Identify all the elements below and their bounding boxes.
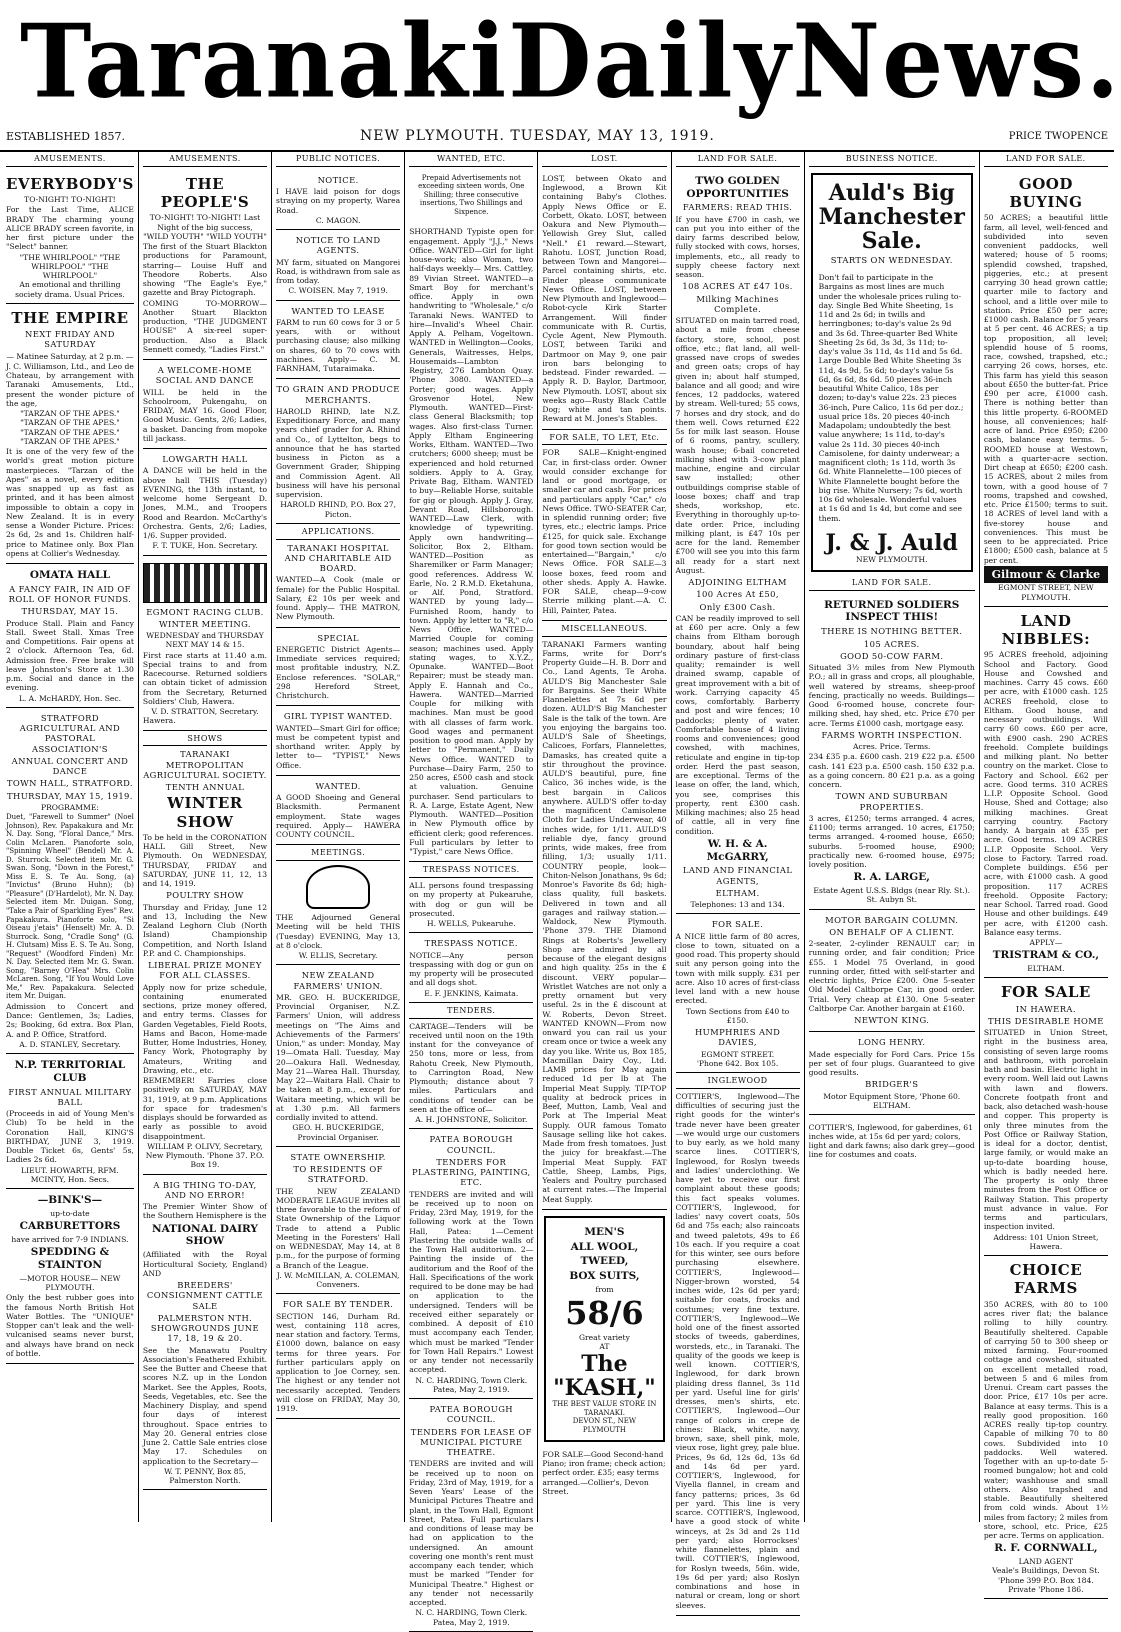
ad-body: A NICE little farm of 80 acres, close to town, situated on a good road. This property should suit any person going into the town with milk supply. £31 per acre. Also 10 acres of first-class level land with a new house erected. <box>675 931 800 1006</box>
column-header: LAND FOR SALE. <box>984 154 1108 167</box>
ad-title: OMATA HALL <box>29 569 111 582</box>
ad-title: PATEA BOROUGH COUNCIL. <box>429 1134 514 1155</box>
ad-farmers-union <box>276 965 400 1147</box>
ad-line: AT <box>599 1342 610 1352</box>
ad-patea-theatre <box>409 1399 533 1632</box>
ad-body: ALL persons found trespassing on my property at Pukearuhe, with dog or gun will be prosecuted. <box>409 881 534 918</box>
ad-sign: W. T. PENNY, Box 85, Palmerston North. <box>164 1466 246 1486</box>
agent-name: BRIDGER'S <box>865 1079 919 1090</box>
column-8 <box>980 152 1112 1594</box>
ad-title: The "KASH," <box>553 1350 656 1401</box>
ad-title: EGMONT RACING CLUB. <box>146 606 264 617</box>
ad-sign: GEO. H. BUCKERIDGE, Provincial Organiser. <box>292 1123 384 1142</box>
ad-line: ELTHAM. <box>1027 964 1065 974</box>
ad-sign: HAROLD RHIND, P.O. Box 27, Picton. <box>280 500 396 519</box>
ad-title: CHOICE FARMS <box>1009 1261 1083 1298</box>
ad-line: STARTS ON WEDNESDAY. <box>830 255 953 266</box>
ad-body: SITUATED in Union Street, right in the business area, consisting of seven large rooms and bathroom, with porcelain bath and basin. Electric light in every room. Well laid out Lawns with lawn and flowers. Concrete footpath front and back, also detached wash-house and copper. This property is only three minutes from the Post Office or Railway Station, is ideal for a doctor, dentist, large family, or would make an up-to-date boarding house, which is badly needed here. The property is only three minutes from the Post Office or Railway Station. This property must advance in value. For terms and particulars, inspection invited. <box>983 1028 1108 1232</box>
ad-body: TENDERS are invited and will be received up to noon on Friday, 23rd of May, 1919, for a Seven Years' Lease of the Municipal Pictures Theatre and plant, in the Town Hall, Egmont Street, Patea. Full particulars and conditions of lease may be had on application to the undersigned. An amount covering one month's rent must accompany each tender, which must be marked "Tender for Municipal Theatre." Highest or any tender not necessarily accepted. <box>409 1459 534 1608</box>
ad-title: NOTICE. <box>317 174 359 185</box>
ad-title: LAND NIBBLES: <box>1001 611 1091 649</box>
ad-trespass-notice <box>409 933 533 1003</box>
ad-body: MR. GEO. H. BUCKERIDGE, Provincial Organiser, N.Z. Farmers' Union, will address meetings on "The Aims and Achievements of the Farmers' Union," as under: Monday, May 19—Omata Hall. Tuesday, May 20—Oakura Hall. Wednesday, May 21—Warea Hall. Thursday, May 22—Waitara Hall. Chair to be taken at 8 p.m., except for Waitara meeting, which will be at 1.30 p.m. All farmers cordially invited to attend. <box>276 992 401 1122</box>
ad-line: TO-NIGHT! TO-NIGHT! Last Night of the big success, <box>149 213 261 232</box>
ad-dairy-show <box>143 1175 267 1491</box>
agent-name: TRISTRAM & CO., <box>992 949 1100 962</box>
ad-body: FOR SALE—Knight-engined Car, in first-class order. Owner would consider exchange for land or good mortgage, or smaller car and cash. For prices and particulars apply "Car," c/o News Office. TWO-SEATER Car, in splendid running order; five tyres, etc.; electric lamps. Price £125, for quick sale. Exchange for good town section would be entertained—"Bargain," c/o News Office. FOR SALE—3 loose boxes, feed room and other sheds. Apply A. Hawke. FOR SALE, cheap—9-cow Sterrie milking plant.—A. C. Hill, Painter, Patea. <box>542 448 667 615</box>
ad-body: 50 ACRES; a beautiful little farm, all level, well-fenced and subdivided into seven convenient paddocks, well watered; house of 5 rooms; splendid cowshed, trapshed, piggeries, etc.; at present carrying 30 head grown cattle; quarter mile to factory and school, and a little over mile to station. Price £50 per acre; £1000 cash. Balance for 5 years at 5 per cent. 46 ACRES; a tip top proposition, all level; splendid house of 5 rooms, race, cowshed, trapshed, etc.; carrying 26 cows, horses, etc. This farm has yield this season about £650 the butter-fat. Price £90 per acre, £1000 cash. There is nothing better than this little property. 6-ROOMED house, all conveniences; half-acre of land. Price £950; £200 cash, balance easy terms. 5-ROOMED house at Westown, with a quarter-acre section. Dirt cheap at £650; £200 cash. 15 ACRES, about 2 miles from town, with a good house of 7 rooms, trapshed and cowshed, etc. Price £1500; terms to suit. 18 ACRES of level land with a five-storey house and conveniences. This must be seen to be appreciated. Price £1800; £500 cash, balance at 5 per cent. <box>983 213 1108 565</box>
ad-line: TO RESIDENTS OF STRATFORD. <box>293 1164 383 1185</box>
ad-line: EGMONT STREET. <box>701 1049 775 1059</box>
ad-title: MOTOR BARGAIN COLUMN. <box>825 914 959 925</box>
ad-line: Acres. Price. Terms. <box>853 742 931 752</box>
ad-title: STRATFORD AGRICULTURAL AND PASTORAL ASSOCIATION'S <box>19 712 121 754</box>
dateline-bar <box>0 128 1114 152</box>
ad-body: Admission to Concert and Dance: Gentlemen, 3s; Ladies, 2s; Booking, 6d extra. Box Plan, A. and P. Office, Stratford. <box>6 1001 134 1039</box>
column-3 <box>272 152 405 1522</box>
ad-line: ELTHAM. <box>715 887 760 898</box>
ad-line: TWEED, <box>580 1255 629 1268</box>
ad-line: Only £300 Cash. <box>699 601 776 612</box>
ad-line: "TARZAN OF THE APES." "TARZAN OF THE APES." "TARZAN OF THE APES." "TARZAN OF THE APES." <box>20 409 120 446</box>
ad-body: 3 acres, £1250; terms arranged. 4 acres, £1100; terms arranged. 10 acres, £1750; terms arranged. 4-roomed house, £650; suburbs. 5-roomed house, £900; practically new. 6-roomed house, £975; lovely position. <box>808 813 975 870</box>
ad-body: 95 ACRES freehold, adjoining School and Factory. Good House and Cowshed and machines. Carry 45 cows. £60 per acre, with £1000 cash. 125 ACRES freehold, close to Eltham. Good house, and necessary outbuildings. Will carry 60 cows. £60 per acre, with £900 cash. 290 ACRES freehold. Complete buildings and milking plant. No better country on the market. Close to Factory and School. £62 per acre. Good terms. 310 ACRES L.I.P. Opposite School. Good House, Shed and Cottage; also milking machines. Great carrying country. Factory handy. A bargain at £35 per acre. Good terms. 109 ACRES L.I.P. Opposite School. Very close to Factory. Tarred road. Complete buildings. £56 per acre, with £1000 cash. A good proposition. 117 ACRES freehold. Opposite Factory; near School. Tarred road. Good House and other buildings. £49 per acre, with £1200 cash. Balance easy terms. <box>983 650 1108 937</box>
ad-line: WEDNESDAY and THURSDAY NEXT MAY 14 & 15. <box>146 631 264 650</box>
ad-body: Apply now for prize schedule, containing enumerated sections, prize money offered, and entry terms. Classes for Garden Vegetables, Field Roots, Hams and Bacon, Home-made Butter, Home Industries, Honey, Fancy Work, Photography by Amateurs, Writing and Drawing, etc., etc. <box>142 982 268 1075</box>
ad-sign: A. H. JOHNSTONE, Solicitor. <box>415 1115 528 1125</box>
agent-name: R. A. LARGE, <box>853 871 930 884</box>
ad-everybodys <box>6 170 134 304</box>
column-2 <box>139 152 272 1522</box>
ad-title: TO GRAIN AND PRODUCE MERCHANTS. <box>276 384 400 405</box>
ad-title: GIRL TYPIST WANTED. <box>283 711 393 722</box>
ad-body: J. C. Williamson, Ltd., and Leo de Chateau, by arrangement with Taranaki Amusements, Ltd., present the wonder picture of the age, <box>6 361 134 408</box>
ad-title: Manchester <box>818 203 965 230</box>
ad-egmont-racing <box>143 556 267 731</box>
ad-sign: N. C. HARDING, Town Clerk. Patea, May 2, 1919. <box>415 1375 528 1394</box>
ad-body: If you have £700 in cash, we can put you into either of the dairy farms described below, fully stocked with cows, horses, implements, etc., all ready to supply cheese factory next season. <box>675 214 800 280</box>
ad-body: (Affiliated with the Royal Horticultural Society, England) AND <box>142 1250 268 1278</box>
ad-stratford <box>6 708 134 1054</box>
ad-body: REMEMBER! Farries close positively on SATURDAY, MAY 31, 1919, at 9 p.m. Applications for space for tradesmen's displays should be forwarded as early as possible to avoid disappointment. <box>142 1076 268 1141</box>
ad-trespass <box>409 862 533 933</box>
ad-body: WANTED—Smart Girl for office; must be competent typist and shorthand writer. Apply by letter to— "TYPIST," News Office. <box>276 723 401 770</box>
ad-line: Estate Agent U.S.S. Bldgs (near Rly. St.). St. Aubyn St. <box>813 886 971 905</box>
ad-patea-plastering <box>409 1129 533 1399</box>
masthead-word-daily: Daily <box>508 2 793 121</box>
ad-line: EGMONT STREET, NEW PLYMOUTH. <box>998 583 1094 602</box>
ad-long-henry <box>809 1032 975 1115</box>
ad-body: (Proceeds in aid of Young Men's Club) To be held in the Coronation Hall, KING'S BIRTHDAY, JUNE 3, 1919. Double Ticket 6s, Gents' 5s, Ladies 2s 6d. <box>6 1109 134 1165</box>
ad-kash-suits <box>544 1216 664 1442</box>
ad-welcome-home <box>143 360 267 449</box>
ad-notice <box>276 170 400 230</box>
ad-line: APPLY— <box>1029 938 1063 948</box>
ad-line: — Matinee Saturday, at 2 p.m. — <box>6 351 134 361</box>
ad-title: —BINK'S— <box>37 1194 103 1207</box>
section-header: MISCELLANEOUS. <box>542 624 666 637</box>
column-1 <box>2 152 139 1522</box>
agent-name: Gilmour & Clarke <box>984 566 1108 583</box>
ad-tender <box>276 1294 400 1419</box>
ad-body: Only the best rubber goes into the famous North British Hot Water Bottles. The "UNIQUE" Stopper can't leak and the well-vulcanised seams never burst, and always have brand on neck of bottle. <box>6 1293 134 1358</box>
ad-miscellaneous <box>542 621 666 1210</box>
agent-name: R. F. CORNWALL, <box>994 1542 1098 1555</box>
column-header: PUBLIC NOTICES. <box>276 154 400 167</box>
ad-body: The Premier Winter Show of the Southern Hemisphere is the <box>142 1202 268 1221</box>
ad-title: Sale. <box>861 228 922 255</box>
section-header: APPLICATIONS. <box>276 527 400 540</box>
ad-line: TOWN HALL, STRATFORD. <box>6 778 133 789</box>
ad-body: NOTICE—Any person trespassing with dog or gun on my property will be prosecuted and all dogs shot. <box>409 950 534 988</box>
ad-title: TARANAKI HOSPITAL AND CHARITABLE AID BOARD. <box>284 542 392 573</box>
ad-title: STATE OWNERSHIP. <box>290 1151 386 1162</box>
ad-line: Address: 101 Union Street, Hawera. <box>993 1232 1099 1251</box>
ad-auld-sale <box>811 173 973 572</box>
ad-line: MEN'S <box>584 1225 625 1238</box>
ad-line: Motor Equipment Store, 'Phone 60. ELTHAM. <box>823 1091 961 1110</box>
ad-body: ENERGETIC District Agents—Immediate services required; most profitable industry, N.Z. Enclose references. "SOLAR," 298 Hereford Street, Christchurch. <box>276 644 401 700</box>
ad-returned-soldiers <box>809 594 975 910</box>
masthead <box>0 0 1121 121</box>
ad-humphries <box>676 914 800 1073</box>
column-header: LAND FOR SALE. <box>676 154 800 167</box>
ad-body: MY farm, situated on Mangorei Road, is withdrawn from sale as from today. <box>276 257 401 285</box>
ad-title: Auld's Big <box>828 179 955 206</box>
ad-body: THE NEW ZEALAND MODERATE LEAGUE invites all three favorable to the reform of State Ownership of the Liquor Trade to attend a Public Meeting in the Foresters' Hall on WEDNESDAY, May 14, at 8 p.m., for the purpose of forming a Branch of the League. <box>276 1186 401 1270</box>
ad-line: PALMERSTON NTH. SHOWGROUNDS JUNE 17, 18, 19 & 20. <box>150 1312 260 1344</box>
column-header: WANTED, ETC. <box>409 154 533 167</box>
ad-title: EVERYBODY'S <box>6 174 134 193</box>
ad-title: WANTED. <box>315 780 361 791</box>
ad-body: 234 £35 p.a. £600 cash. 219 £22 p.a. £500 cash. 141 £23 p.a. £500 cash. 150 £32 p.a. as a going concern. 80 £21 p.a. as a going concern. <box>808 752 975 790</box>
ad-body: TENDERS are invited and will be received up to noon on Friday, 23rd May, 1919, for the following work at the Town Hall, Patea: 1—Cement Plastering the outside walls of the Town Hall auditorium. 2—Painting the inside of the auditorium and the Roof of the Hall. Specifications of the work required to be done may be had on application to the undersigned. Tenders will be received either separately or combined. A deposit of £10 must accompany each Tender, which must be marked "Tender for Town Hall Repairs." Lowest or any tender not necessarily accepted. <box>409 1189 534 1375</box>
ad-sign: E. F. JENKINS, Kaimata. <box>424 988 519 998</box>
ad-choice-farms <box>984 1256 1108 1599</box>
ad-line: 100 Acres At £50, <box>696 589 779 600</box>
ad-body: A DANCE will be held in the above hall THIS (Tuesday) EVENING, the 13th instant, to welcome home Sergeant D. Jones, M.M., and Troopers Rood and Reardon. McCarthy's Orchestra. Gents, 2/6; Ladies, 1/6. Supper provided. <box>142 466 268 541</box>
established: ESTABLISHED 1857. <box>6 130 125 143</box>
ad-title: A WELCOME-HOME SOCIAL AND DANCE <box>155 365 255 386</box>
ad-body: COMING TO-MORROW— Another Stuart Blackton production, "THE JUDGMENT HOUSE" A six-reel super-production. Also a Black Sennett comedy, "Ladies First." <box>142 298 268 354</box>
ad-body: First race starts at 11.40 a.m. Special trains to and from Racecourse. Returned soldiers can obtain ticket of admission from the Secretary, Returned Soldiers' Club, Hawera. <box>142 650 268 706</box>
ad-body: 2-seater, 2-cylinder RENAULT car; in running order, and fair condition; Price £55. 1 Model 75 Overland, in good running order, fitted with self-starter and electric lights, Price £200. One 5-seater Old Model Caltborpe Car, in good order. Trial. Very cheap at £130. One 5-seater Caltborpe Car. Another bargain at £160. <box>808 939 975 1013</box>
ad-title: TWO GOLDEN OPPORTUNITIES <box>686 174 789 200</box>
ad-omata <box>6 564 134 708</box>
column-6 <box>672 152 805 1610</box>
price: PRICE TWOPENCE <box>1008 131 1108 142</box>
ad-motor <box>809 910 975 1033</box>
ad-cottier: COTTIER'S, Inglewood, for gaberdines, 61 inches wide, at 15s 6d per yard; colors, light and dark fawns; also dark grey—good line for costumes and coats. <box>808 1122 975 1160</box>
ad-line: A BIG THING TO-DAY, AND NO ERROR! <box>153 1179 257 1200</box>
ad-line: Great variety <box>578 1333 630 1343</box>
ad-title: SPECIAL <box>317 632 359 643</box>
ad-line: TENDERS FOR PLASTERING, PAINTING, ETC. <box>411 1156 531 1188</box>
column-header: BUSINESS NOTICE. <box>809 154 975 167</box>
column-header: AMUSEMENTS. <box>143 154 267 167</box>
ad-title: FOR SALE <box>1000 983 1091 1002</box>
ad-title: WINTER SHOW <box>167 794 243 831</box>
ad-line: FARMERS: READ THIS. <box>682 202 793 213</box>
ad-line: IN HAWERA. <box>1015 1003 1076 1014</box>
ad-body: Made especially for Ford Cars. Price 15s per set of four plugs. Guaranteed to give good results. <box>808 1049 975 1078</box>
ad-line: DEVON ST., NEW PLYMOUTH <box>572 1417 637 1434</box>
ad-line: ALL WOOL, <box>570 1240 639 1253</box>
ad-body: HAROLD RHIND, late N.Z. Expeditionary Force, and many years chief grader for A. Rhind and Co., of Lyttelton, begs to announce that he has started business in Picton as a Government Grader, Shipping and Commission Agent. All business will have his personal supervision. <box>276 406 401 499</box>
ad-typist <box>276 706 400 776</box>
ad-meetings <box>276 845 400 965</box>
ad-line: THERE IS NOTHING BETTER. <box>821 626 963 637</box>
ad-body: Don't fail to participate in the Bargains as most lines are much under the wholesale prices ruling to-day. Single Bed White Sheeting, 1s 11d and 2s 6d; in twills and herringbones; to-day's value 2s 9d and 3s 6d. Three-quarter Bed White Sheeting 2s 6d, 3s 3d, 3s 11d; to-day's value 3s 11d, 4s 11d and 5s 6d. Large Double Bed White Sheeting 3s 11d, 4s 9d, 5s 6d; to-day's value 5s 6d, 6s 6d, 8s 6d. 50 pieces 36-inch beautiful White Calico, 18s per dozen; to-day's value 22s. 23 pieces 36-inch, Pure Calico, 11s 6d per doz.; usual price 18s. 20 pieces 40-inch Madapolam; undoubtedly the best value anywhere; 1s 11d, to-day's value 2s 11d. 30 pieces 40-inch Camisolene, for dainty underwear; a magnificent cloth; 1s 11d, worth 3s 6d. White Flannelette—100 pieces of White Flannelette bought before the big rise. White Nursery; 7s 6d, worth 10s 6d wholesale. Wonderful values at 1s 6d and 1s 4d, but come and see them. <box>818 273 964 523</box>
column-5 <box>538 152 671 1522</box>
ad-title: THE EMPIRE <box>11 308 129 327</box>
ad-body: WANTED—A Cook (male or female) for the Public Hospital. Salary, £2 10s per week and found. Apply— THE MATRON, New Plymouth. <box>276 575 401 622</box>
ad-line: from <box>595 1284 614 1294</box>
ad-line: TARANAKI METROPOLITAN AGRICULTURAL SOCIETY. <box>143 749 267 780</box>
ad-body: THE Adjourned General Meeting will be held THIS (Tuesday) EVENING, May 13, at 8 o'clock. <box>276 913 401 950</box>
ad-body: Thursday and Friday, June 12 and 13, Including the New Zealand Leghorn Club (North Island) Championship Competition, and North Island P.P. and C. Championships. <box>142 902 268 958</box>
ad-line: Telephones: 13 and 134. <box>690 900 785 910</box>
ad-body: COTTIER'S, Inglewood—The difficulties of securing just the right goods for the winter's trade never have been greater—we would urge our customers to buy early, as we hold many scarce lines. COTTIER'S, Inglewood, for Roslyn tweeds and ladies' underclothing. We have yet to receive our first complaint about these goods; this fact speaks volumes. COTTIER'S, Inglewood, for ladies' navy covert coats, 50s 6d and 75s each; also raincoats and tweed paletots, 49s to £6 10s each. If you require a coat for this winter, see ours before purchasing elsewhere. COTTIER'S, Inglewood—Nigger-brown worsted, 54 inches wide, 12s 6d per yard; suitable for coats, frocks and costumes; very fine texture. COTTIER'S, Inglewood—We hold one of the finest assorted stocks of tweeds, gaberdines, worsteds, etc., in Taranaki. The quality of the goods we keep is well known. COTTIER'S, Inglewood, for dark brown plaiding dress flannel, 3s 11d per yard. Useful line for girls' dresses, men's shirts, etc. COTTIER'S, Inglewood—Our range of colors in crepe de chines: Black, white, navy, brown, saxe, shell pink, mole, vieux rose, light grey, pale blue. Prices, 9s 6d, 12s 6d, 13s 6d and 14s 6d per yard. COTTIER'S, Inglewood, for Viyella flannel, in cream and fancy patterns; prices, 3s 6d per yard. This line is very scarce. COTTIER'S, Inglewood, have a good stock of white winceys, at 2s 3d and 2s 11d per yard; also Horrockses' white flannelettes, plain and twill. COTTIER'S, Inglewood, for Roslyn tweeds, 56in. wide, 19s 6d per yard; also Roslyn combinations and hose in natural or cream, long or short sleeves. <box>675 1091 800 1610</box>
section-header: INGLEWOOD <box>676 1076 800 1089</box>
ad-title: WANTED TO LEASE <box>291 305 385 316</box>
ad-body: SHORTHAND Typiste open for engagement. Apply "J.J.," News Office. WANTED—Girl for light house-work; also Woman, two half-days weekly— Mrs. Cattley, 89 Vivian Street. WANTED—a Smart Boy for merchant's office. Apply in own handwriting to "Wholesale," c/o Taranaki News. WANTED to hire—Invalid's Wheel Chair. Apply A. Pelham, Vogeltown. WANTED in Wellington—Cooks, Generals, Waitresses, Helps, Housemaids—Lambton Registry, 276 Lambton Quay. 'Phone 3080. WANTED—a Porter; good wages. Apply Grosvenor Hotel, New Plymouth. WANTED—First-class General Blacksmith; top wages. Also first-class Turner. Apply Eltham Engineering Works, Eltham. WANTED—Two crutchers; 6000 sheep; must be experienced and hold returned soldiers. Apply to A. Gray, Private Bag, Eltham. WANTED to buy—Reliable Horse, suitable for gig or plough. Apply J. Gray, Devant Road, Hillsborough. WANTED—Law Clerk, with knowledge of typewriting. Apply own handwriting—Solicitor, Box 2, Eltham. WANTED—Position as Sharemilker or Farm Manager; good references. Address W. Earle, No. 2 R.M.D. Eketahuna, or Alf. Pond, Stratford. WANTED by young lady—Furnished Room, handy to town. Apply by letter to "R," c/o News Office. WANTED—Married Couple for coming season; machines used. Apply stating wages, to X.Y.Z., Opunake. WANTED—Boot Repairer; must be steady man. Apply E. Hannah and Co., Hawera. WANTED—Married Couple for milking with machines. Man must be good with all classes of farm work. Good wages and permanent position to good man. Apply by letter to "Permanent," Daily News Office. WANTED to Purchase—Dairy Farm, 250 to 250 acres, £500 cash and stock at valuation. Genuine purchaser. Send particulars to R. A. Large, Estate Agent, New Plymouth. WANTED—Position in New Plymouth office by efficient clerk; good references. Full particulars by letter to "Typist," care News Office. <box>409 227 534 857</box>
ad-line: Milking Machines Complete. <box>696 293 779 314</box>
ad-title: N.P. TERRITORIAL CLUB <box>14 1059 126 1084</box>
ad-applications <box>276 524 400 628</box>
ad-golden-opportunities <box>676 170 800 915</box>
masthead-word-taranaki: Taranaki <box>20 2 509 121</box>
ad-body: It is one of the very few of the world's great motion picture masterpieces. "Tarzan of the Apes" as a novel, every edition was snapped up as fast as printed, and it has been almost impossible to obtain a copy in New Zealand. It is in every sense a Wonder Picture. Prices: 2s 6d, 2s and 1s. Children half-price to Matinee only. Box Plan opens at Collier's Wednesday. <box>6 447 134 558</box>
ad-sign: A. D. STANLEY, Secretary. <box>19 1039 121 1049</box>
ad-sign: N. C. HARDING, Town Clerk. Patea, May 2, 1919. <box>415 1608 528 1627</box>
ad-wanted <box>276 776 400 846</box>
ad-sign: H. WELLS, Pukearuhe. <box>426 919 516 929</box>
ad-line: CARBURETTORS <box>19 1220 121 1233</box>
ad-line: POULTRY SHOW <box>166 890 244 901</box>
ad-title: NATIONAL DAIRY SHOW <box>152 1222 258 1248</box>
ad-winter-show <box>143 731 267 1175</box>
dateline: NEW PLYMOUTH. TUESDAY, MAY 13, 1919. <box>360 128 715 144</box>
section-header: MEETINGS. <box>276 848 400 861</box>
ad-for-sale <box>542 430 666 621</box>
ad-line: NEXT FRIDAY AND SATURDAY <box>25 329 115 350</box>
ad-body: LOST, between Okato and Inglewood, a Brown Kit containing Baby's Clothes. Apply News Office or E. Corbett, Okato. LOST, between Oakura and New Plymouth—Yellowish Grey Slut, called "Nell." £1 reward.—Stewart, Rahotu. LOST, Junction Road, between Town and Mangorei—Parcel containing shirts, etc. Finder please communicate News Office. LOST, between New Plymouth and Inglewood—Robot-cycle Kirk Starter Arrangement. Will finder communicate with R. Curtis, Cycle Agent, New Plymouth. LOST, between Tariki and Dartmoor on May 9, one pair iron bars belonging to bedstead. Finder rewarded. —Apply R. D. Baylor, Dartmoor, New Plymouth. LOST, about six weeks ago—Rusty Black Cattle Dog; white and tan points. Reward at M. Jones's Stables. <box>542 173 667 424</box>
ad-body: SITUATED on main tarred road, about a mile from cheese factory, store, school, post office, etc.; flat land, all well-grassed nave crops of swedes and green oats; crops of hay given in; about half stumped, balance and all good; and wire fences, 12 paddocks, watered by stream. Well-tured; 55 cows, 7 horses and dry stock, and do them well. Cows returned £22 5s for milk last season. House of 6 rooms, pantry, scullery, wash house; 6-bail concreted milking shed with 3-cow plant machine, engine and circular saw installed; other outbuildings comprise stable of loose boxes; chaff and trap sheds, workshop, etc. Everything in thoroughly up-to-date order. Price, including milking plant, is £47 10s per acre for the land. Remember £700 will see you into this farm all ready for a start next August. <box>675 316 800 575</box>
ad-sign: W. ELLIS, Secretary. <box>298 951 378 960</box>
ad-line: TOWN AND SUBURBAN PROPERTIES. <box>835 791 948 812</box>
ad-line: FIRST ANNUAL MILITARY BALL <box>8 1086 132 1107</box>
ad-body: WILL be held in the Schoolroom, Pukengahu, on FRIDAY, MAY 16. Good Floor, Good Music. Gents, 2/6; Ladies, a basket. Dancing from mopoke till jackass. <box>142 387 268 443</box>
ad-sign: WILLIAM P. OLIVY, Secretary, New Plymouth. 'Phone 37. P.O. Box 19. <box>145 1141 265 1170</box>
agent-name: HUMPHRIES AND DAVIES, <box>694 1027 781 1048</box>
ad-line: Town Sections from £40 to £150. <box>685 1006 790 1025</box>
column-4 <box>405 152 538 1627</box>
ad-body: CAN be readily improved to sell at £60 per acre. Only a few chains from Eltham borough boundary, about half being ordinary pasture of first-class quality; remainder is well drained swamp, capable of great improvement with a bit of work. Carrying capacity 45 cows, comfortably. Barberry and post and wire fences; 10 paddocks; plenty of water. Comfortable house of 4 living rooms and conveniences; good cowshed, with machines, reticulate and engine in tip-top order. Herd the past season, are exceptional. Terms of the lease on offer, the land, which, you see, comprises this property, rent £300 cash. Milking machines; also 25 head of cattle, all in very fine condition. <box>675 613 800 836</box>
ad-line: FARMS WORTH INSPECTION. <box>821 729 963 740</box>
ad-line: THIS DESIRABLE HOME <box>988 1015 1104 1026</box>
section-header: SHOWS <box>143 734 267 747</box>
ad-line: TENDERS FOR LEASE OF MUNICIPAL PICTURE THEATRE. <box>410 1426 532 1458</box>
emblem-illustration <box>306 865 370 909</box>
ad-cartage <box>409 1003 533 1130</box>
ad-title: THE PEOPLE'S <box>160 174 250 212</box>
ad-title: LONG HENRY. <box>858 1037 926 1048</box>
ad-body: I HAVE laid poison for dogs straying on my property, Warea Road. <box>276 187 401 215</box>
ad-title: RETURNED SOLDIERS INSPECT THIS! <box>824 598 960 624</box>
ad-line: ADJOINING ELTHAM <box>688 577 787 588</box>
ad-empire <box>6 304 134 564</box>
ad-body: CARTAGE—Tenders will be received until noon on the 19th instant for the conveyance of 250 tons, more or less, from Rahotu Creek, New Plymouth, to Carrington Road, New Plymouth; distance about 7 miles. Particulars and conditions of tender can be seen at the office of— <box>409 1021 534 1114</box>
section-header: FOR SALE, TO LET, Etc. <box>542 433 666 446</box>
ad-body: The first of the Stuart Blackton productions for Paramount, starring— Louise Huff and Theodore Roberts. Also showing "The Eagle's Eye," gazette and Bray Pictograph. <box>142 242 268 298</box>
ad-line: 108 ACRES AT £47 10s. <box>682 281 793 292</box>
ad-lowgarth <box>143 449 267 556</box>
ad-line: "WILD YOUTH" "WILD YOUTH" <box>143 231 267 241</box>
section-header: TENDERS. <box>409 1006 533 1019</box>
ad-line: A FANCY FAIR, IN AID OF ROLL OF HONOR FUNDS. <box>8 583 132 605</box>
ad-title: FOR SALE BY TENDER. <box>282 1299 394 1310</box>
ad-title: NOTICE TO LAND AGENTS. <box>295 235 381 256</box>
columns <box>2 152 1112 1627</box>
ad-title: GOOD BUYING <box>1009 174 1083 212</box>
store-name: J. & J. Auld <box>825 529 958 556</box>
ad-body: To be held in the CORONATION HALL Gill Street, New Plymouth. On WEDNESDAY, THURSDAY, FRIDAY and SATURDAY, JUNE 11, 12, 13 and 14, 1919. <box>142 832 268 889</box>
ad-line: have arrived for 7-9 INDIANS. <box>11 1235 129 1245</box>
ad-state-ownership <box>276 1147 400 1295</box>
ad-line: ANNUAL CONCERT AND DANCE <box>11 755 129 777</box>
ad-body: TARANAKI Farmers wanting Farms, write for Dorr's Property Guide—H. B. Dorr and Co., Land Agents, Te Aroha. AULD'S Big Manchester Sale for Bargains. See their White Flannelettes at 7s 6d per dozen. AULD'S Big Manchester Sale is the talk of the town. Are you enjoying the bargains too. AULD'S Sale of Sheetings, Calicoes, Forfars, Flannelettes, Damasks, has created quite a stir throughout the province. AULD'S beautiful, pure, fine Calico, 36 inches wide, is the best bargain in Calicos anywhere. AULD'S offer to-day the magnificent Camisolene Cloth for Ladies Underwear, 40 inches wide, for 1/11. AULD'S reliable dye, fancy ground prints, wide makes, free from filling, 1/3; usually 1/11. COUNTRY people, look—Chiton-Nelson Jonathans, 9s 6d; Monroe's Favorite 8s 6d; high-class quality, full baskets. Delivered in town and all garages and railway station.—Waldock, New Plymouth. 'Phone 379. THE Diamond Rings at Roberts's Jewellery Shop are admired by all because of the elegant designs and high quality. 25s in the £ discount. VERY popular—Wristlet Watches are not only a pretty ornament but very useful. 2s in the £ discount at W. Roberts, Devon Street. WANTED KNOWN—From now onward you can rail us your cream once or twice a week any day you like. Write us, Box 185, Macmillan Dairy Coy., Ltd. LAMB prices for May again reduced 1d per lb at The Imperial Meat Supply. TIP-TOP quality at bedrock prices in Beef, Mutton, Lamb, Veal and Pork at The Imperial Meat Supply. OUR famous Tomato Sausage selling like hot cakes. Made from fresh tomatoes. Just the juicy for breakfast.—The Imperial Meat Supply. FAT Cattle, Sheep, Lambs, Pigs, Yealers and Poultry purchased at current rates.—The Imperial Meat Supply. <box>542 639 667 1204</box>
ad-line: LAND AND FINANCIAL AGENTS, <box>682 865 793 886</box>
ad-line: An emotional and thrilling society drama. Usual Prices. <box>15 280 125 299</box>
ad-line: —MOTOR HOUSE— NEW PLYMOUTH. <box>19 1273 121 1293</box>
ad-inglewood <box>676 1073 800 1616</box>
ad-body: A GOOD Shoeing and General Blacksmith. Permanent employment. State wages required. Apply— HAWERA COUNTY COUNCIL. <box>276 793 401 839</box>
ad-binks <box>6 1189 134 1364</box>
ad-wanted-list <box>409 223 533 862</box>
ad-sign: F. T. TUKE, Hon. Secretary. <box>152 541 258 551</box>
ad-line: TENTH ANNUAL <box>165 782 245 793</box>
ad-body: Situated 3½ miles from New Plymouth P.O.; all in grass and crops, all ploughable, well watered by streams, sheep-proof fencing, practically no weeds. Buildings—Good 6-roomed house, concrete four-milking shed, hay shed, etc. Price £70 per acre. Terms £1000 cash, mortgage easy. <box>808 663 975 728</box>
ad-line: SPEDDING & STAINTON <box>30 1246 110 1272</box>
ad-wanted-lease <box>276 301 400 380</box>
ad-hawera-home <box>984 978 1108 1256</box>
column-header: AMUSEMENTS. <box>6 154 134 167</box>
ad-title: FOR SALE. <box>711 919 764 930</box>
ad-sign: LIEUT. HOWARTH, RFM. MCINTY, Hon. Secs. <box>21 1165 119 1184</box>
ad-line: THURSDAY, MAY 15. <box>21 606 119 617</box>
ad-sign: L. A. McHARDY, Hon. Sec. <box>18 693 122 703</box>
ad-body: SECTION 146, Durham Rd. west, containing 118 acres, near station and factory. Terms, £1000 down, balance on easy terms for three years. For further particulars apply on application to Joe Corney, sen. The highest or any tender not necessarily accepted. Tenders will close on FRIDAY, May 30, 1919. <box>276 1311 401 1413</box>
agent-name: NEWTON KING. <box>854 1015 930 1026</box>
ad-line: 105 ACRES. <box>863 638 920 649</box>
ad-line: NEW PLYMOUTH. <box>855 554 928 564</box>
masthead-word-news: News. <box>792 2 1121 121</box>
ad-body: For the Last Time, ALICE BRADY The charming young ALICE BRADY screen favorite, in her first picture under the "Select" banner. <box>6 205 134 252</box>
ad-sign: C. WOISEN. May 7, 1919. <box>288 286 388 296</box>
ad-body: FARM to run 60 cows for 3 or 5 years, with or without purchasing clause; also milking on shares, 60 to 70 cows with machines. Apply— C. M. FARNHAM, Tutaraimaka. <box>276 317 401 373</box>
ad-body: Duet, "Farewell to Summer" (Noel Johnson), Rev. Papakakura and Mr. N. Day. Song, "Floral Dance," Mrs. Colin McLaren. Pianoforte solo, "Spinning Wheel" (Bendel) Mr. A. D. Sturrock. Selected item Mr. G. Swan. Song, "Down in the Forest," Miss E. S. Te Au. Song, (a) "Invictus" (Bruno Huhn); (b) "Pleasure" (D'Hardelot), Mr. N. Day. Selected item Mr. Duigan. Song, "Take a Pair of Sparkling Eyes" Rev. Papakakura. Pianoforte solo, "Si Oiseau j'etais" (Henselt) Mr. A. D. Sturrock. Song, "Cradle Song" (G. H. Clutsam) Miss E. S. Te Au. Song, "Request" (Woodford Finden) Mr. N. Day. Selected item Mr. G. Swan. Song, "Barney O'Hea" Mrs. Colin McLaren. Song, "If You Would Love Me," Rev. Papakakura. Selected item Mr. Duigan. <box>6 813 134 1001</box>
ad-place: Hawera. <box>142 716 176 726</box>
agent-name: W. H. & A. McGARRY, <box>706 837 769 863</box>
ad-body: Produce Stall. Plain and Fancy Stall. Sweet Stall. Xmas Tree and Competitions. Fair opens at 2 o'clock. Afternoon Tea, 6d. Admission free. Free brake will leave Johnston's Store at 1.30 p.m. Social and dance in the evening. <box>6 618 134 693</box>
horse-racing-illustration <box>143 563 267 603</box>
ad-land-nibbles <box>984 607 1108 979</box>
ad-line: 'Phone 642. Box 105. <box>696 1058 779 1068</box>
ad-title: LOWGARTH HALL <box>162 454 248 465</box>
ad-line: BREEDERS' CONSIGNMENT CATTLE SALE <box>146 1280 264 1311</box>
ad-line: THURSDAY, MAY 15, 1919. <box>7 790 133 801</box>
ad-piano: FOR SALE—Good Second-hand Piano; iron frame; check action; perfect order. £35; easy terms arranged.—Collier's, Devon Street. <box>542 1449 666 1496</box>
ad-line: Veale's Buildings, Devon St. 'Phone 399 P.O. Box 184. Private 'Phone 186. <box>992 1566 1100 1594</box>
ad-line: LAND AGENT <box>1018 1557 1074 1567</box>
section-header: LAND FOR SALE. <box>809 578 975 591</box>
ad-sign: C. MAGON. <box>315 215 361 225</box>
ad-land-agents <box>276 230 400 301</box>
ad-line: GOOD 50-COW FARM. <box>840 650 944 661</box>
ad-title: NEW ZEALAND FARMERS' UNION. <box>293 970 383 991</box>
ad-line: PROGRAMME: <box>40 802 99 812</box>
ad-line: ON BEHALF OF A CLIENT. <box>829 926 955 937</box>
suit-price: 58/6 <box>565 1294 644 1333</box>
ad-line: WINTER MEETING. <box>158 618 251 629</box>
column-header: LOST. <box>542 154 666 167</box>
prepaid-notice: Prepaid Advertisements not exceeding sixteen words, One Shilling; three consecutive insertions, Two Shillings and Sixpence. <box>418 173 525 216</box>
ad-line: THE BEST VALUE STORE IN TARANAKI. <box>552 1400 657 1417</box>
ad-special <box>276 628 400 707</box>
ad-title: TRESPASS NOTICE. <box>424 938 518 949</box>
ad-good-buying <box>984 170 1108 607</box>
ad-body: 350 ACRES, with 80 to 100 acres river flat; the balance rolling to hilly country. Beautifully sheltered. Capable of carrying 50 to 300 sheep or mixed farming. Four-roomed cottage and cowshed, situated on excellent metalled road, between 5 and 6 miles from Urenui. Cream cart passes the door. Price, £17 10s per acre. Balance at easy terms. This is a really good proposition. 160 ACRES really tip-top country. Capable of milking 70 to 80 cows. Subdivided into 10 paddocks. Well watered. Together with an up-to-date 5-roomed bungalow; hot and cold water; washhouse and small others. Also trapshed and stable. Beautifully sheltered from cold winds. About 1½ miles from factory; 2 miles from store, school, etc. Price, £25 per acre. Terms on application. <box>983 1299 1108 1541</box>
ad-body: See the Manawatu Poultry Association's Feathered Exhibit. See the Butter and Cheese that scores N.Z. up in the London Market. See the Apples, Roots, Seeds, Vegetables, etc. See the Machinery Display, and spend four days of interest throughout. Space entries to May 20. General entries close June 2. Cattle Sale entries close May 17. Schedules on application to the Secretary— <box>142 1345 268 1466</box>
ad-grain <box>276 379 400 524</box>
ad-line: BOX SUITS, <box>569 1270 640 1283</box>
ad-line: LIBERAL PRIZE MONEY FOR ALL CLASSES. <box>148 960 262 981</box>
ad-line: "THE WHIRLPOOL" "THE WHIRLPOOL" "THE WHIRLPOOL" <box>19 252 121 281</box>
ad-sign: J. W. McMILLAN, A. COLEMAN, Conveners. <box>276 1270 400 1289</box>
ad-lost <box>542 170 666 430</box>
ad-line: up-to-date <box>50 1208 90 1218</box>
masthead-title <box>20 2 1121 121</box>
ad-title: PATEA BOROUGH COUNCIL. <box>429 1404 514 1425</box>
ad-line: TO-NIGHT! TO-NIGHT! <box>24 195 116 205</box>
section-header: TRESPASS NOTICES. <box>409 865 533 878</box>
ad-peoples <box>143 170 267 360</box>
ad-territorial <box>6 1054 134 1189</box>
column-7 <box>805 152 980 1522</box>
ad-sign: V. D. STRATTON, Secretary. <box>151 707 259 717</box>
